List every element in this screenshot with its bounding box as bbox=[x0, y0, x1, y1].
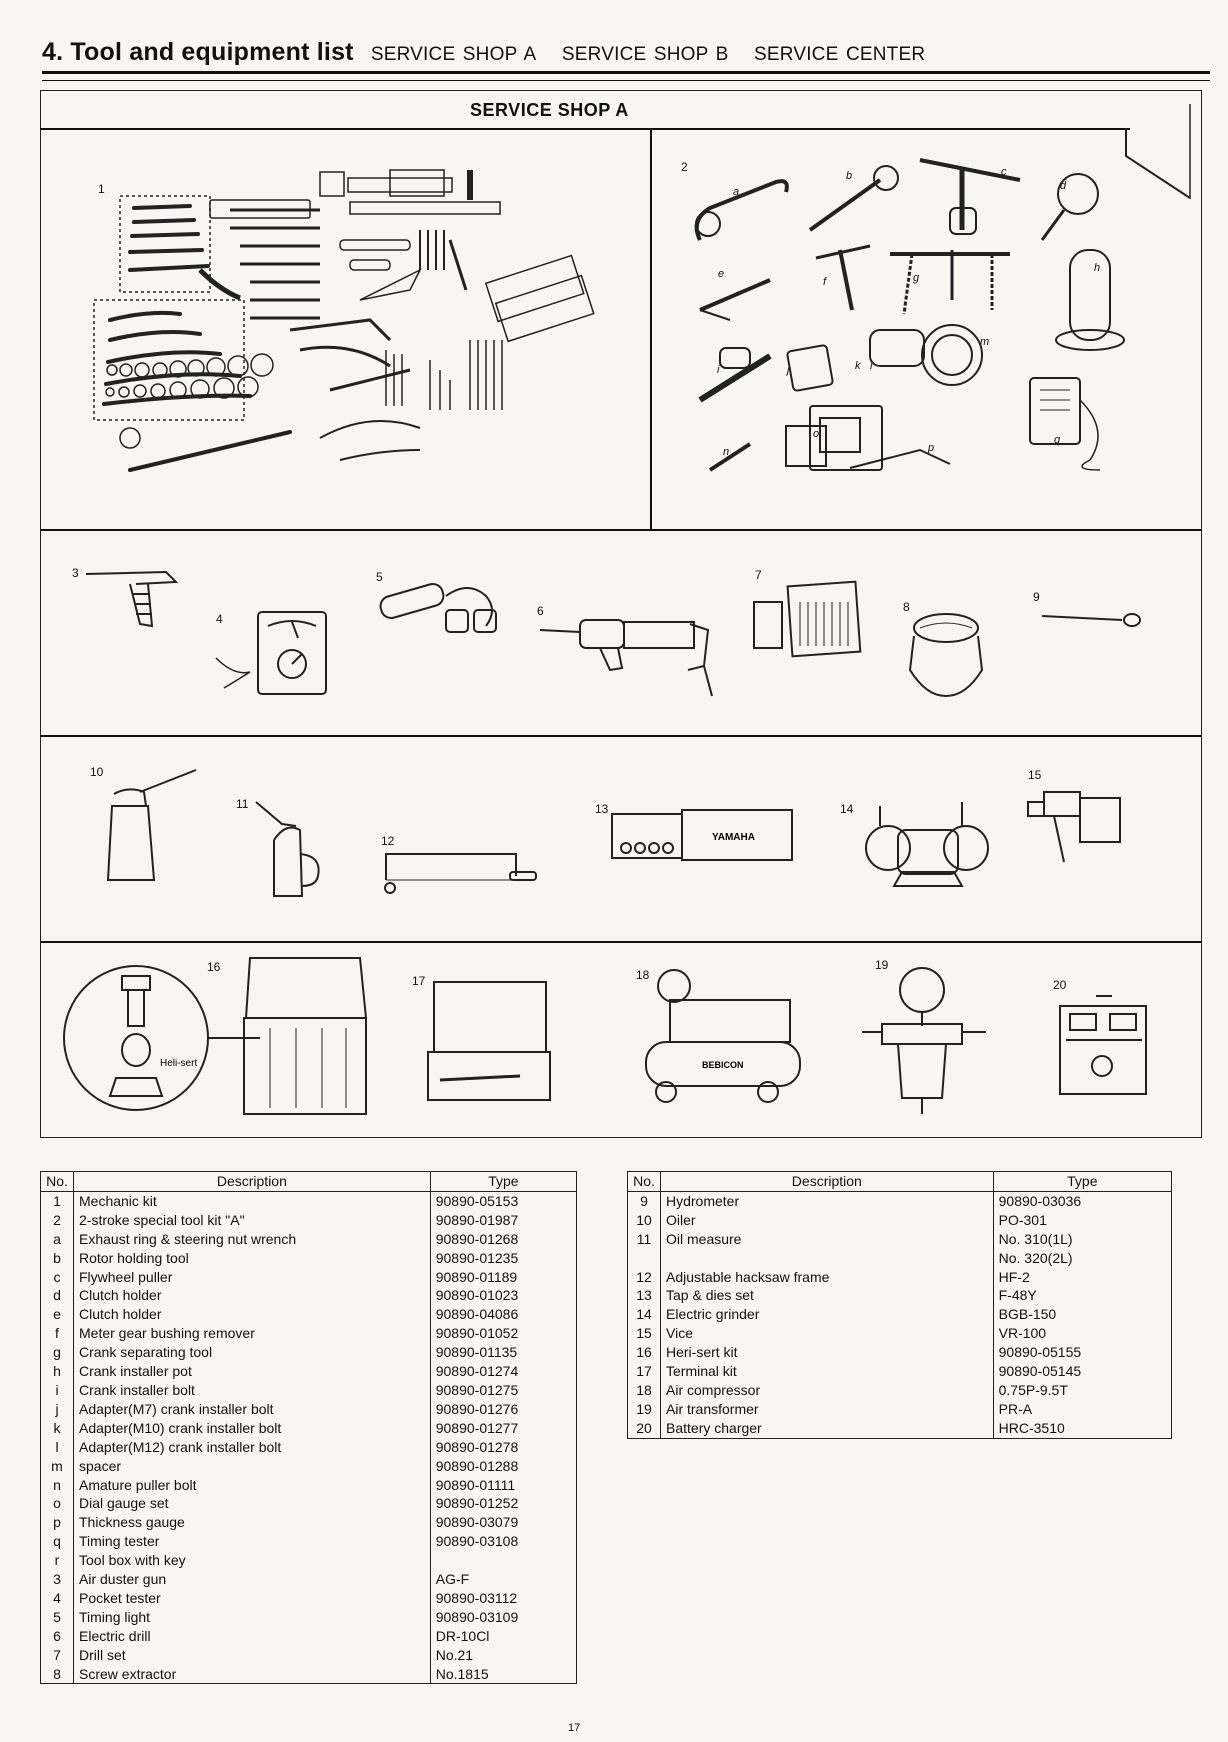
row-type: 90890-05145 bbox=[993, 1362, 1171, 1381]
row-number: 11 bbox=[628, 1230, 661, 1249]
row-number: 18 bbox=[628, 1381, 661, 1400]
table-row bbox=[41, 1551, 577, 1570]
row-type: No.1815 bbox=[430, 1665, 576, 1684]
row-description: Amature puller bolt bbox=[74, 1476, 431, 1495]
table-row bbox=[41, 1419, 577, 1438]
sub-label-j: j bbox=[787, 364, 790, 376]
table-row bbox=[628, 1286, 1172, 1305]
table-row bbox=[41, 1627, 577, 1646]
row-description: Flywheel puller bbox=[74, 1268, 431, 1287]
row-description: Dial gauge set bbox=[74, 1494, 431, 1513]
drill-set-illustration bbox=[754, 580, 864, 656]
screw-extractor-illustration bbox=[906, 610, 986, 700]
row-number: h bbox=[41, 1362, 74, 1381]
row-number: 9 bbox=[628, 1191, 661, 1210]
row-type: 90890-01252 bbox=[430, 1494, 576, 1513]
sub-label-k: k bbox=[855, 360, 861, 372]
sub-label-d: d bbox=[1060, 180, 1067, 192]
figure-number-18: 18 bbox=[636, 968, 650, 982]
tool-list-table-left bbox=[40, 1171, 577, 1684]
row-number: 10 bbox=[628, 1211, 661, 1230]
sub-label-f: f bbox=[823, 276, 827, 288]
table-row bbox=[41, 1286, 577, 1305]
row-type: 90890-03036 bbox=[993, 1191, 1171, 1210]
row-type: 90890-01274 bbox=[430, 1362, 576, 1381]
row-number: b bbox=[41, 1249, 74, 1268]
heading-rule-thin bbox=[42, 80, 1210, 81]
table-row bbox=[628, 1249, 1172, 1268]
page-number: 17 bbox=[568, 1722, 581, 1734]
row-description: Vice bbox=[661, 1324, 994, 1343]
row-description: Pocket tester bbox=[74, 1589, 431, 1608]
row-number: 12 bbox=[628, 1268, 661, 1287]
table-row bbox=[41, 1249, 577, 1268]
row-number: m bbox=[41, 1457, 74, 1476]
row-description: Drill set bbox=[74, 1646, 431, 1665]
table-row bbox=[628, 1211, 1172, 1230]
figure-number-9: 9 bbox=[1033, 590, 1040, 604]
table-row bbox=[628, 1343, 1172, 1362]
row-type: 90890-01052 bbox=[430, 1324, 576, 1343]
sub-label-h: h bbox=[1094, 262, 1101, 274]
sub-label-l: l bbox=[870, 360, 873, 372]
row-type: 90890-01278 bbox=[430, 1438, 576, 1457]
table-body-left bbox=[41, 1191, 577, 1684]
row-description: Heri-sert kit bbox=[661, 1343, 994, 1362]
figure-number-5: 5 bbox=[376, 570, 383, 584]
battery-charger-illustration bbox=[1056, 996, 1152, 1098]
row-description: spacer bbox=[74, 1457, 431, 1476]
table-body-right bbox=[628, 1191, 1172, 1438]
table-row bbox=[41, 1589, 577, 1608]
table-row bbox=[41, 1400, 577, 1419]
page-heading bbox=[42, 38, 943, 67]
timing-light-illustration bbox=[376, 580, 506, 640]
section-banner: SERVICE SHOP A bbox=[470, 100, 629, 120]
sub-label-n: n bbox=[723, 446, 730, 458]
air-duster-gun-illustration bbox=[86, 566, 186, 636]
row-type: 90890-01111 bbox=[430, 1476, 576, 1495]
oiler-illustration bbox=[100, 770, 210, 890]
row-number: 1 bbox=[41, 1191, 74, 1210]
row-description: Crank installer bolt bbox=[74, 1381, 431, 1400]
row-number: 6 bbox=[41, 1627, 74, 1646]
row-description: Adapter(M7) crank installer bolt bbox=[74, 1400, 431, 1419]
table-row bbox=[628, 1268, 1172, 1287]
figure-number-17: 17 bbox=[412, 974, 426, 988]
row-number: 15 bbox=[628, 1324, 661, 1343]
table-header-row bbox=[41, 1172, 577, 1192]
row-type: VR-100 bbox=[993, 1324, 1171, 1343]
row-number: l bbox=[41, 1438, 74, 1457]
row-type: No. 320(2L) bbox=[993, 1249, 1171, 1268]
row-type: 90890-01276 bbox=[430, 1400, 576, 1419]
row-description: Air transformer bbox=[661, 1400, 994, 1419]
row-number: 4 bbox=[41, 1589, 74, 1608]
terminal-kit-illustration bbox=[424, 976, 554, 1106]
table-row bbox=[41, 1381, 577, 1400]
sub-label-q: q bbox=[1054, 434, 1061, 446]
table-row bbox=[41, 1362, 577, 1381]
sub-label-c: c bbox=[1001, 166, 1007, 178]
row-number: 14 bbox=[628, 1305, 661, 1324]
table-row bbox=[41, 1268, 577, 1287]
air-compressor-illustration bbox=[640, 966, 810, 1106]
table-row bbox=[41, 1324, 577, 1343]
row-divider-3 bbox=[40, 941, 1202, 943]
table-row bbox=[41, 1305, 577, 1324]
figure-number-20: 20 bbox=[1053, 978, 1067, 992]
column-header-no: No. bbox=[41, 1172, 74, 1192]
table-row bbox=[41, 1494, 577, 1513]
row-type: PO-301 bbox=[993, 1211, 1171, 1230]
shop-label-a: SERVICE SHOP A bbox=[370, 44, 537, 65]
column-header-type: Type bbox=[430, 1172, 576, 1192]
row-type: No. 310(1L) bbox=[993, 1230, 1171, 1249]
row-type: 90890-05155 bbox=[993, 1343, 1171, 1362]
row-type: 90890-01275 bbox=[430, 1381, 576, 1400]
row-type: PR-A bbox=[993, 1400, 1171, 1419]
row-description: Electric grinder bbox=[661, 1305, 994, 1324]
figure-number-12: 12 bbox=[381, 834, 395, 848]
row-number: r bbox=[41, 1551, 74, 1570]
row-type: 90890-01277 bbox=[430, 1419, 576, 1438]
row-description: Tool box with key bbox=[74, 1551, 431, 1570]
table-header-row bbox=[628, 1172, 1172, 1192]
row-number: g bbox=[41, 1343, 74, 1362]
figure-number-3: 3 bbox=[72, 566, 79, 580]
row-description: Hydrometer bbox=[661, 1191, 994, 1210]
vice-illustration bbox=[1024, 782, 1134, 872]
compressor-brand-label: BEBICON bbox=[702, 1060, 744, 1070]
row-type: 90890-04086 bbox=[430, 1305, 576, 1324]
figure-number-1: 1 bbox=[98, 182, 105, 196]
figure-number-10: 10 bbox=[90, 765, 104, 779]
column-divider bbox=[650, 130, 652, 529]
mechanic-kit-illustration bbox=[90, 170, 650, 470]
heri-sert-kit-illustration bbox=[240, 958, 370, 1118]
row-type: 90890-05153 bbox=[430, 1191, 576, 1210]
column-header-no: No. bbox=[628, 1172, 661, 1192]
row-description: Oil measure bbox=[661, 1230, 994, 1249]
electric-drill-illustration bbox=[540, 610, 720, 700]
row-number bbox=[628, 1249, 661, 1268]
page-title: 4. Tool and equipment list bbox=[42, 38, 354, 66]
shop-label-center: SERVICE CENTER bbox=[754, 44, 926, 65]
toolbox-brand-label: YAMAHA bbox=[712, 832, 755, 843]
row-type bbox=[430, 1551, 576, 1570]
row-number: n bbox=[41, 1476, 74, 1495]
row-number: c bbox=[41, 1268, 74, 1287]
row-type: 90890-01235 bbox=[430, 1249, 576, 1268]
row-type: 90890-03109 bbox=[430, 1608, 576, 1627]
table-row bbox=[41, 1665, 577, 1684]
row-type: 90890-03108 bbox=[430, 1532, 576, 1551]
electric-grinder-illustration bbox=[858, 786, 988, 896]
figure-number-19: 19 bbox=[875, 958, 889, 972]
tool-list-table-right bbox=[627, 1171, 1172, 1439]
row-type: 90890-01987 bbox=[430, 1211, 576, 1230]
table-row bbox=[41, 1438, 577, 1457]
sub-label-g: g bbox=[913, 272, 920, 284]
sub-label-b: b bbox=[846, 170, 853, 182]
row-description: Thickness gauge bbox=[74, 1513, 431, 1532]
table-row bbox=[41, 1230, 577, 1249]
table-row bbox=[628, 1191, 1172, 1210]
row-description: Air compressor bbox=[661, 1381, 994, 1400]
table-row bbox=[41, 1343, 577, 1362]
table-row bbox=[628, 1324, 1172, 1343]
banner-rule bbox=[40, 128, 1130, 130]
row-description: Mechanic kit bbox=[74, 1191, 431, 1210]
figure-number-6: 6 bbox=[537, 604, 544, 618]
table-row bbox=[41, 1457, 577, 1476]
column-header-description: Description bbox=[74, 1172, 431, 1192]
row-description: Screw extractor bbox=[74, 1665, 431, 1684]
table-row bbox=[41, 1532, 577, 1551]
row-number: 17 bbox=[628, 1362, 661, 1381]
shop-label-b: SERVICE SHOP B bbox=[561, 44, 729, 65]
row-type: 90890-01288 bbox=[430, 1457, 576, 1476]
row-description: Clutch holder bbox=[74, 1286, 431, 1305]
row-description: Adapter(M12) crank installer bolt bbox=[74, 1438, 431, 1457]
column-header-description: Description bbox=[661, 1172, 994, 1192]
row-description: Adapter(M10) crank installer bolt bbox=[74, 1419, 431, 1438]
row-description: Timing light bbox=[74, 1608, 431, 1627]
row-type: AG-F bbox=[430, 1570, 576, 1589]
row-number: 16 bbox=[628, 1343, 661, 1362]
row-divider-2 bbox=[40, 735, 1202, 737]
row-type: 90890-01189 bbox=[430, 1268, 576, 1287]
row-description: Exhaust ring & steering nut wrench bbox=[74, 1230, 431, 1249]
table-row bbox=[41, 1211, 577, 1230]
figure-number-4: 4 bbox=[216, 612, 223, 626]
figure-number-2: 2 bbox=[681, 160, 688, 174]
table-row bbox=[41, 1608, 577, 1627]
row-type: 90890-03112 bbox=[430, 1589, 576, 1608]
row-number: 3 bbox=[41, 1570, 74, 1589]
tap-dies-set-illustration bbox=[612, 808, 802, 864]
table-row bbox=[628, 1400, 1172, 1419]
table-row bbox=[41, 1570, 577, 1589]
row-description: Tap & dies set bbox=[661, 1286, 994, 1305]
row-number: f bbox=[41, 1324, 74, 1343]
row-number: a bbox=[41, 1230, 74, 1249]
figure-number-15: 15 bbox=[1028, 768, 1042, 782]
row-number: i bbox=[41, 1381, 74, 1400]
row-number: 13 bbox=[628, 1286, 661, 1305]
sub-label-m: m bbox=[980, 336, 990, 348]
figure-number-8: 8 bbox=[903, 600, 910, 614]
table-row bbox=[628, 1362, 1172, 1381]
row-description: Terminal kit bbox=[661, 1362, 994, 1381]
row-type: BGB-150 bbox=[993, 1305, 1171, 1324]
row-number: d bbox=[41, 1286, 74, 1305]
sub-label-p: p bbox=[928, 442, 935, 454]
oil-measure-illustration bbox=[256, 800, 336, 900]
sub-label-e: e bbox=[718, 268, 725, 280]
row-number: 20 bbox=[628, 1419, 661, 1438]
row-number: p bbox=[41, 1513, 74, 1532]
row-description: 2-stroke special tool kit "A" bbox=[74, 1211, 431, 1230]
table-row bbox=[41, 1191, 577, 1210]
row-number: o bbox=[41, 1494, 74, 1513]
row-number: q bbox=[41, 1532, 74, 1551]
pocket-tester-illustration bbox=[214, 612, 334, 696]
special-tool-kit-illustration bbox=[690, 160, 1160, 500]
row-type: HF-2 bbox=[993, 1268, 1171, 1287]
sub-label-i: i bbox=[717, 364, 720, 376]
row-type: 90890-01268 bbox=[430, 1230, 576, 1249]
table-row bbox=[41, 1646, 577, 1665]
row-description: Adjustable hacksaw frame bbox=[661, 1268, 994, 1287]
row-number: 2 bbox=[41, 1211, 74, 1230]
row-type: 0.75P-9.5T bbox=[993, 1381, 1171, 1400]
table-row bbox=[628, 1419, 1172, 1438]
air-transformer-illustration bbox=[862, 966, 992, 1116]
row-number: 7 bbox=[41, 1646, 74, 1665]
hacksaw-frame-illustration bbox=[376, 842, 536, 898]
row-number: 19 bbox=[628, 1400, 661, 1419]
figure-number-7: 7 bbox=[755, 568, 762, 582]
row-type: 90890-01135 bbox=[430, 1343, 576, 1362]
row-description: Oiler bbox=[661, 1211, 994, 1230]
table-row bbox=[41, 1476, 577, 1495]
row-description: Battery charger bbox=[661, 1419, 994, 1438]
row-type: 90890-01023 bbox=[430, 1286, 576, 1305]
row-description: Rotor holding tool bbox=[74, 1249, 431, 1268]
table-row bbox=[628, 1305, 1172, 1324]
figure-number-11: 11 bbox=[236, 797, 249, 811]
row-description: Air duster gun bbox=[74, 1570, 431, 1589]
row-description: Electric drill bbox=[74, 1627, 431, 1646]
table-row bbox=[628, 1381, 1172, 1400]
row-divider-1 bbox=[40, 529, 1202, 531]
row-number: 5 bbox=[41, 1608, 74, 1627]
sub-label-a: a bbox=[733, 186, 740, 198]
row-description: Crank installer pot bbox=[74, 1362, 431, 1381]
hydrometer-illustration bbox=[1042, 606, 1152, 636]
row-number: e bbox=[41, 1305, 74, 1324]
shop-categories bbox=[371, 44, 943, 65]
row-number: j bbox=[41, 1400, 74, 1419]
table-row bbox=[41, 1513, 577, 1532]
row-type: F-48Y bbox=[993, 1286, 1171, 1305]
row-type: HRC-3510 bbox=[993, 1419, 1171, 1438]
row-description: Clutch holder bbox=[74, 1305, 431, 1324]
figure-number-16: 16 bbox=[207, 960, 221, 974]
row-description: Crank separating tool bbox=[74, 1343, 431, 1362]
figure-number-13: 13 bbox=[595, 802, 609, 816]
row-description: Meter gear bushing remover bbox=[74, 1324, 431, 1343]
row-description: Timing tester bbox=[74, 1532, 431, 1551]
column-header-type: Type bbox=[993, 1172, 1171, 1192]
row-number: 8 bbox=[41, 1665, 74, 1684]
figure-number-14: 14 bbox=[840, 802, 854, 816]
table-row bbox=[628, 1230, 1172, 1249]
sub-label-o: o bbox=[813, 428, 820, 440]
heli-sert-detail-illustration bbox=[60, 962, 260, 1116]
row-type: DR-10Cl bbox=[430, 1627, 576, 1646]
row-number: k bbox=[41, 1419, 74, 1438]
row-description bbox=[661, 1249, 994, 1268]
heli-sert-callout: Heli-sert bbox=[160, 1058, 198, 1069]
heading-rule-thick bbox=[42, 71, 1210, 74]
row-type: 90890-03079 bbox=[430, 1513, 576, 1532]
row-type: No.21 bbox=[430, 1646, 576, 1665]
